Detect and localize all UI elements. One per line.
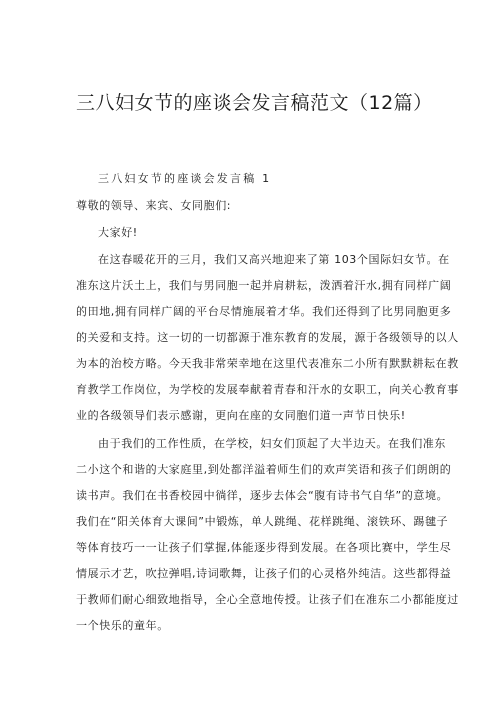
- paragraph-line: 业的各级领导们表示感谢，更向在座的女同胞们道一声节日快乐!: [76, 409, 406, 422]
- document-title: 三八妇女节的座谈会发言稿范文（12篇）: [76, 92, 433, 114]
- greeting-line: 大家好!: [98, 226, 138, 239]
- paragraph-line: 于教师们耐心细致地指导，全心全意地传授。让孩子们在准东二小都能度过: [76, 593, 459, 606]
- paragraph-line: 一个快乐的童年。: [76, 619, 169, 632]
- paragraph-line: 育教学工作岗位，为学校的发展奉献着青春和汗水的女职工，向关心教育事: [76, 383, 459, 396]
- paragraph-line: 情展示才艺，吹拉弹唱,诗词歌舞，让孩子们的心灵格外纯洁。这些都得益: [76, 567, 452, 580]
- paragraph-line: 的关爱和支持。这一切的一切都源于准东教育的发展，源于各级领导的以人: [76, 331, 459, 344]
- paragraph-line: 的田地,拥有同样广阔的平台尽情施展着才华。我们还得到了比男同胞更多: [76, 305, 452, 318]
- paragraph-line: 二小这个和谐的大家庭里,到处都洋溢着师生们的欢声笑语和孩子们朗朗的: [76, 463, 452, 476]
- paragraph-line: 读书声。我们在书香校园中徜徉，逐步去体会“腹有诗书气自华”的意境。: [76, 489, 449, 502]
- paragraph-line: 在这春暖花开的三月，我们又高兴地迎来了第 103个国际妇女节。在: [98, 253, 450, 266]
- paragraph-line: 等体育技巧一一让孩子们掌握,体能逐步得到发展。在各项比赛中，学生尽: [76, 541, 452, 554]
- paragraph-line: 我们在“阳关体育大课间”中锻炼，单人跳绳、花样跳绳、滚铁环、踢毽子: [76, 515, 449, 528]
- paragraph-line: 为本的治校方略。今天我非常荣幸地在这里代表准东二小所有默默耕耘在教: [76, 357, 459, 370]
- paragraph-line: 准东这片沃土上，我们与男同胞一起并肩耕耘，泼洒着汗水,拥有同样广阔: [76, 279, 452, 292]
- salutation-line: 尊敬的领导、来宾、女同胞们:: [76, 199, 232, 212]
- paragraph-line: 由于我们的工作性质，在学校，妇女们顶起了大半边天。在我们准东: [98, 437, 446, 450]
- section-heading: 三八妇女节的座谈会发言稿 1: [98, 172, 272, 185]
